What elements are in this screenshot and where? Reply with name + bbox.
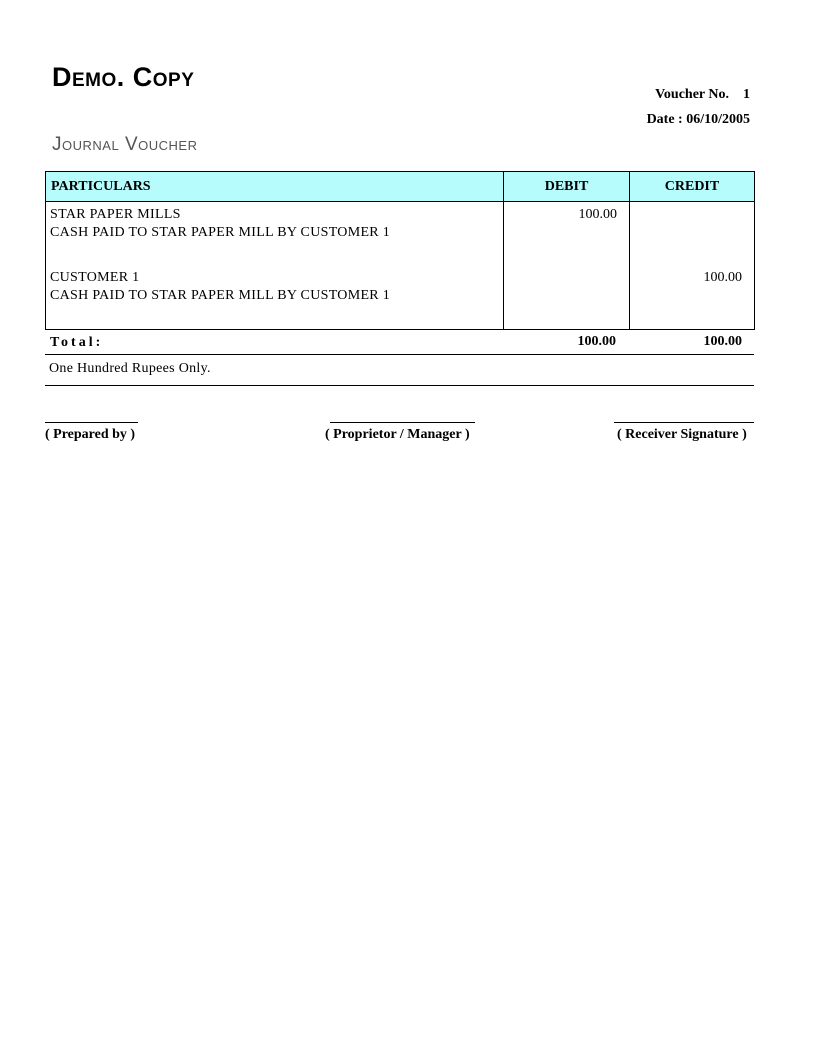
company-name: Demo. Copy xyxy=(52,62,195,92)
entry-2 xyxy=(46,265,503,328)
proprietor-signature-line xyxy=(330,422,475,423)
entry-1-credit xyxy=(630,202,754,206)
column-header-credit: CREDIT xyxy=(630,172,755,202)
entry-2-debit xyxy=(504,265,629,269)
prepared-by-signature-line xyxy=(45,422,138,423)
column-header-debit: DEBIT xyxy=(504,172,630,202)
prepared-by-label: ( Prepared by ) xyxy=(45,427,136,442)
total-debit: 100.00 xyxy=(577,334,616,349)
entry-1-narration: CASH PAID TO STAR PAPER MILL BY CUSTOMER 1 xyxy=(50,225,391,240)
entry-1 xyxy=(46,202,503,265)
receiver-label: ( Receiver Signature ) xyxy=(617,427,747,442)
journal-entries-table xyxy=(45,171,755,330)
total-credit: 100.00 xyxy=(703,334,742,349)
amount-in-words-row xyxy=(45,355,754,386)
table-header-row xyxy=(46,172,755,202)
entry-2-narration: CASH PAID TO STAR PAPER MILL BY CUSTOMER 1 xyxy=(50,288,391,303)
credit-cell xyxy=(630,202,755,330)
voucher-number xyxy=(655,87,750,103)
entry-2-credit: 100.00 xyxy=(703,270,742,285)
particulars-cell xyxy=(46,202,504,330)
proprietor-label: ( Proprietor / Manager ) xyxy=(325,427,470,442)
column-header-particulars: PARTICULARS xyxy=(46,172,504,202)
voucher-date: Date : 06/10/2005 xyxy=(646,112,750,127)
voucher-number-label: Voucher No. xyxy=(655,87,729,102)
entry-1-debit: 100.00 xyxy=(578,207,617,222)
table-body-row xyxy=(46,202,755,330)
amount-in-words: One Hundred Rupees Only. xyxy=(49,361,211,376)
totals-row xyxy=(45,330,754,355)
document-title: Journal Voucher xyxy=(52,134,198,155)
entry-2-account: CUSTOMER 1 xyxy=(50,270,140,285)
debit-cell xyxy=(504,202,630,330)
entry-1-account: STAR PAPER MILLS xyxy=(50,207,181,222)
totals-label: Total: xyxy=(50,335,104,350)
receiver-signature-line xyxy=(614,422,754,423)
voucher-number-value: 1 xyxy=(743,87,750,102)
